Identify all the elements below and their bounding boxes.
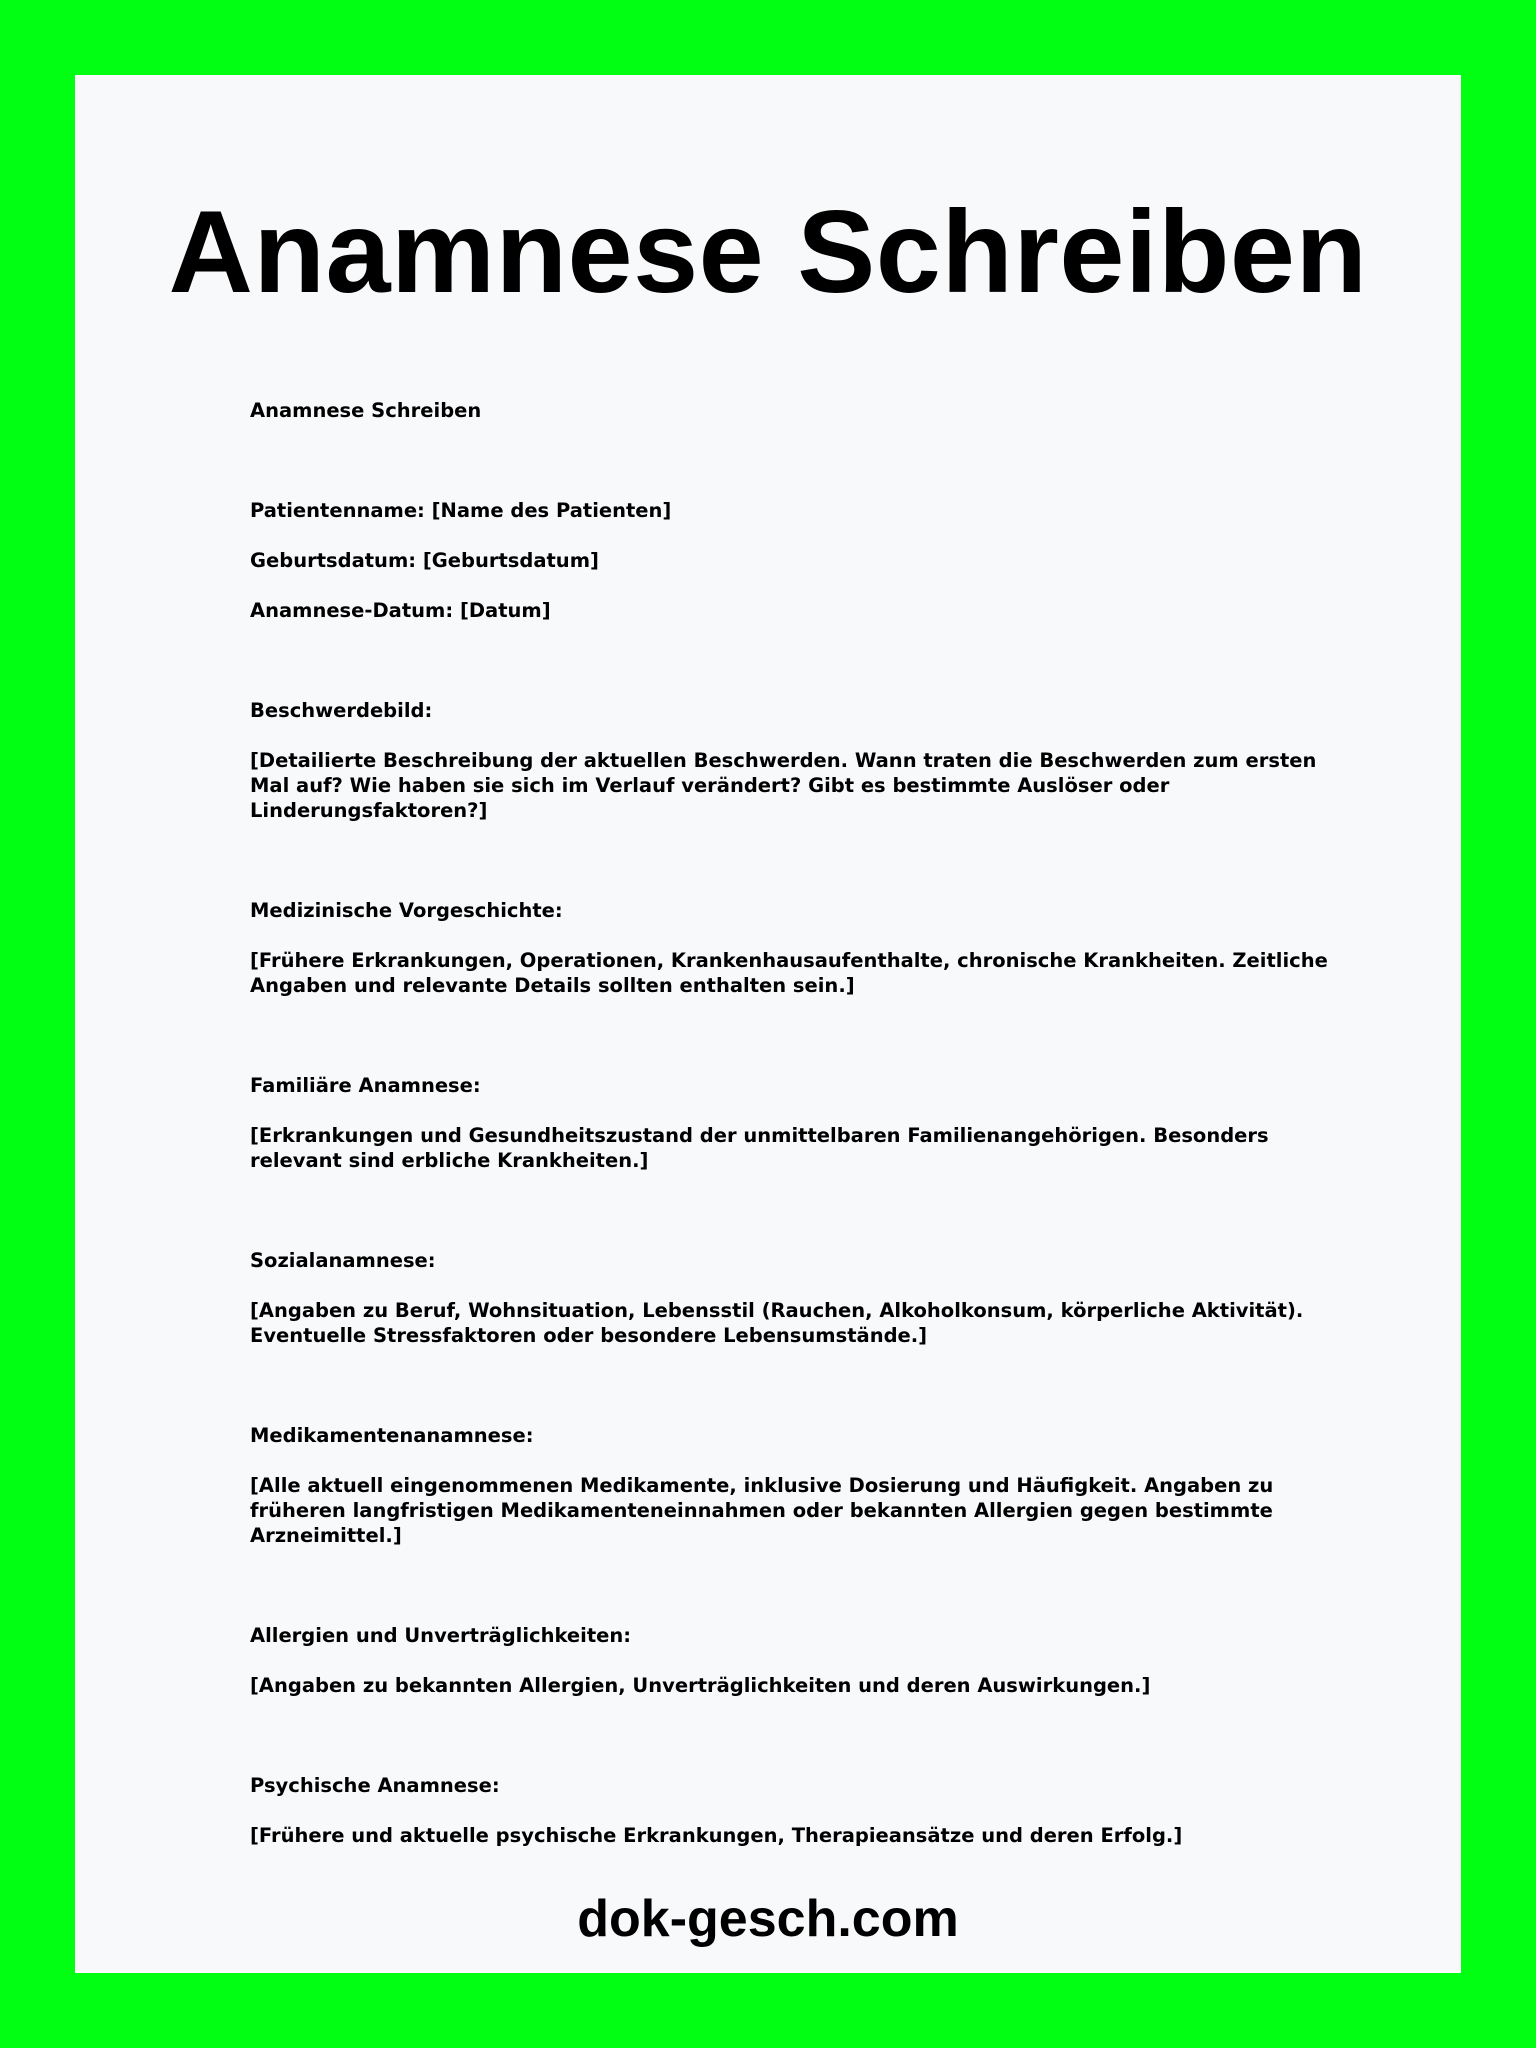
section-heading-medication-history: Medikamentenanamnese:	[250, 1424, 534, 1447]
section-heading-medical-history: Medizinische Vorgeschichte:	[250, 899, 563, 922]
section-body-allergies: [Angaben zu bekannten Allergien, Unverträglichkeiten und deren Auswirkungen.]	[250, 1674, 1151, 1697]
section-body-complaints: [Detailierte Beschreibung der aktuellen Beschwerden. Wann traten die Beschwerden zum ersten Mal auf? Wie haben sie sich im Verlauf verändert? Gibt es bestimmte Auslöser oder Linderungsfaktoren?]	[250, 749, 1317, 822]
section-heading-family-history: Familiäre Anamnese:	[250, 1074, 481, 1097]
section-body-social-history: [Angaben zu Beruf, Wohnsituation, Lebensstil (Rauchen, Alkoholkonsum, körperliche Aktivität). Eventuelle Stressfaktoren oder besondere Lebensumstände.]	[250, 1299, 1304, 1347]
section-heading-social-history: Sozialanamnese:	[250, 1249, 436, 1272]
page-title: Anamnese Schreiben	[168, 186, 1368, 317]
birthdate-field: Geburtsdatum: [Geburtsdatum]	[250, 549, 599, 572]
document-content	[250, 398, 1350, 1848]
section-heading-complaints: Beschwerdebild:	[250, 699, 433, 722]
footer-domain: dok-gesch.com	[577, 1890, 959, 1948]
section-body-psychiatric-history: [Frühere und aktuelle psychische Erkrankungen, Therapieansätze und deren Erfolg.]	[250, 1824, 1183, 1847]
document-page	[75, 75, 1461, 1973]
section-heading-psychiatric-history: Psychische Anamnese:	[250, 1774, 500, 1797]
anamnesis-date-field: Anamnese-Datum: [Datum]	[250, 599, 551, 622]
section-body-family-history: [Erkrankungen und Gesundheitszustand der unmittelbaren Familienangehörigen. Besonders relevant sind erbliche Krankheiten.]	[250, 1124, 1269, 1172]
section-body-medication-history: [Alle aktuell eingenommenen Medikamente, inklusive Dosierung und Häufigkeit. Angaben zu früheren langfristigen Medikamenteneinnahmen oder bekannten Allergien gegen bestimmte Arzneimittel.]	[250, 1474, 1274, 1547]
section-heading-allergies: Allergien und Unverträglichkeiten:	[250, 1624, 632, 1647]
patient-name-field: Patientenname: [Name des Patienten]	[250, 499, 672, 522]
section-body-medical-history: [Frühere Erkrankungen, Operationen, Krankenhausaufenthalte, chronische Krankheiten. Zeitliche Angaben und relevante Details sollten enthalten sein.]	[250, 949, 1328, 997]
intro-line: Anamnese Schreiben	[250, 399, 482, 422]
